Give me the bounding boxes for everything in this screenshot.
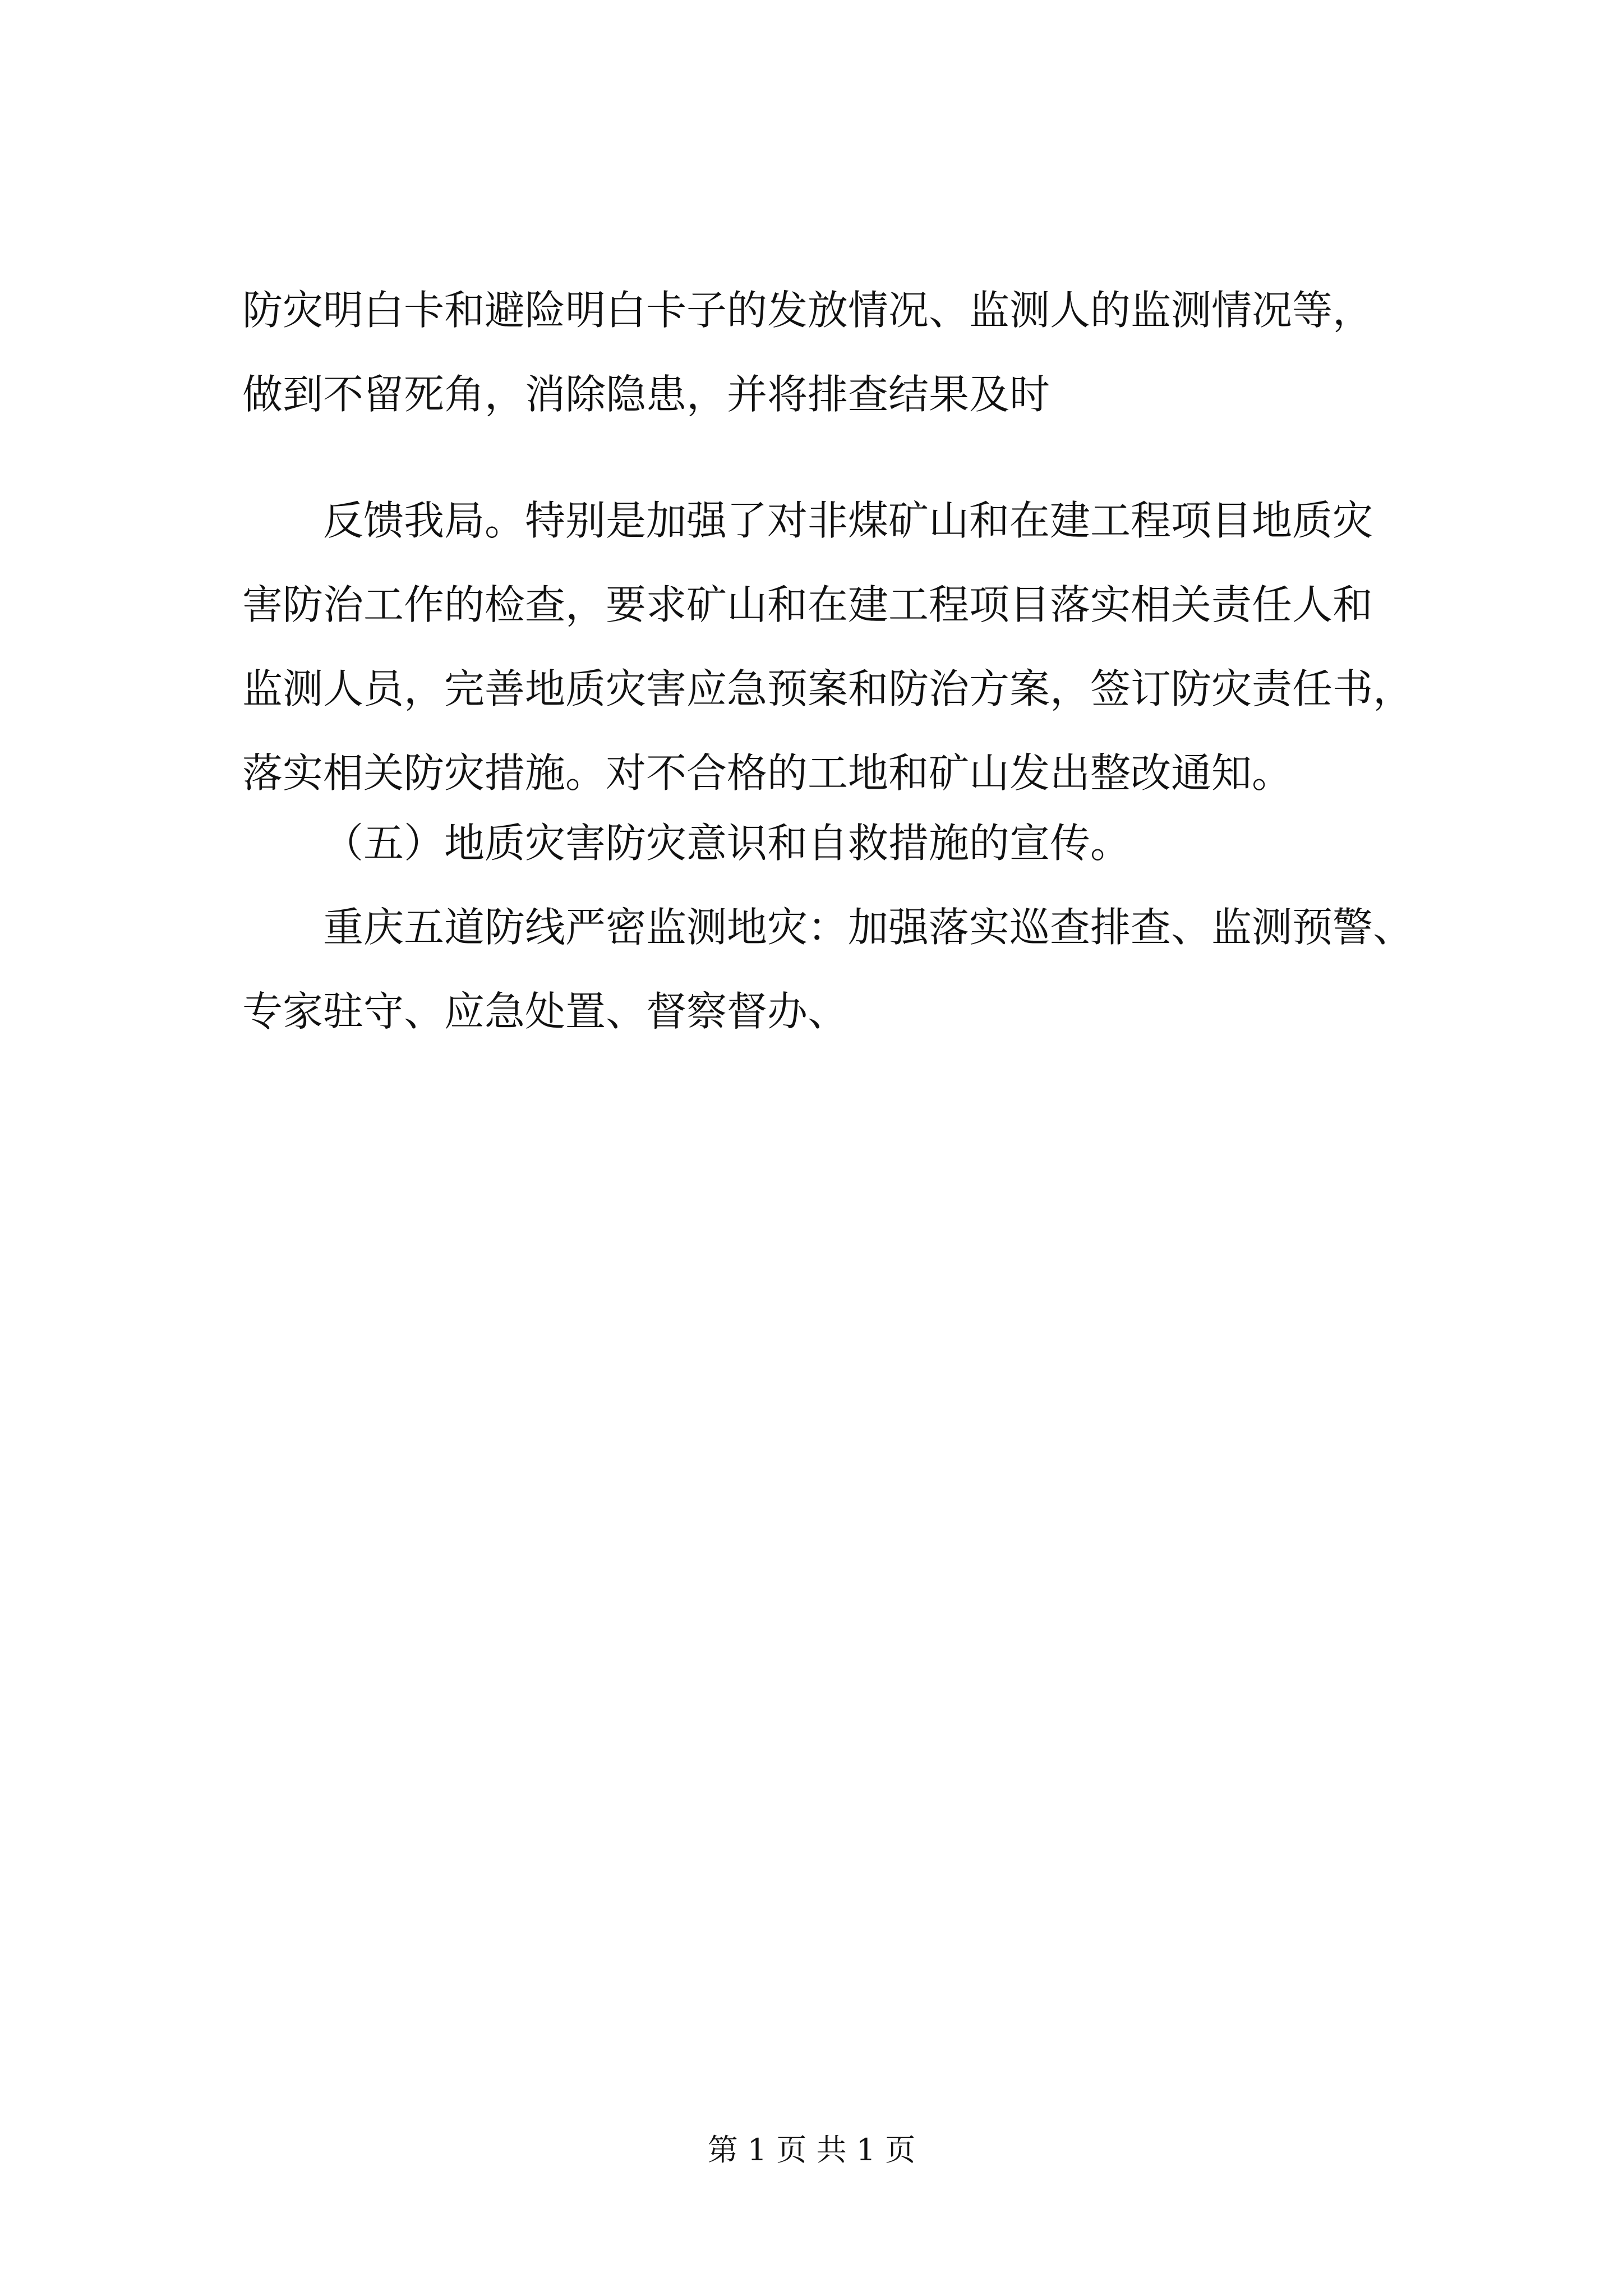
section-heading-line: （五）地质灾害防灾意识和自救措施的宣传。 [323,820,1131,867]
paragraph-line: 反馈我局。特别是加强了对非煤矿山和在建工程项目地质灾 [323,497,1373,544]
paragraph-line: 做到不留死角，消除隐患，并将排查结果及时 [242,371,1050,418]
page-number-footer: 第 1 页 共 1 页 [707,2132,916,2168]
paragraph-line: 重庆五道防线严密监测地灾：加强落实巡查排查、监测预警、 [323,904,1414,951]
paragraph-1 [242,268,1470,436]
paragraph-4 [242,885,1470,1053]
section-heading-5 [242,801,1470,885]
paragraph-line: 专家驻守、应急处置、督察督办、 [242,988,849,1035]
paragraph-line: 害防治工作的检查，要求矿山和在建工程项目落实相关责任人和 [242,581,1373,628]
paragraph-line: 落实相关防灾措施。对不合格的工地和矿山发出整改通知。 [242,749,1293,797]
paragraph-2 [242,478,1470,815]
paragraph-line: 监测人员，完善地质灾害应急预案和防治方案，签订防灾责任书， [242,665,1414,712]
paragraph-line: 防灾明白卡和避险明白卡子的发放情况、监测人的监测情况等， [242,287,1373,334]
